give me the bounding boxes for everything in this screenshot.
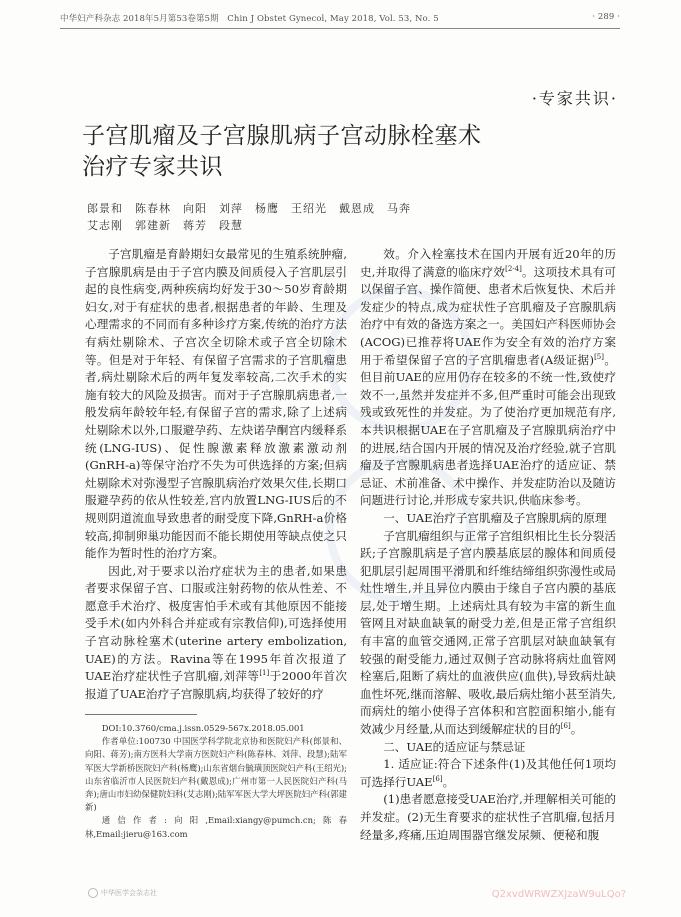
footnotes [85, 722, 347, 841]
body-paragraph: 1. 适应证:符合下述条件(1)及其他任何1项均可选择行UAE[6]。 [360, 757, 616, 789]
doi-line: DOI:10.3760/cma.j.issn.0529-567x.2018.05.001 [101, 723, 305, 733]
footer-code: Q2xvdWRWZXJzaW9uLQo? [491, 889, 626, 900]
title-line-1: 子宫肌瘤及子宫腺肌病子宫动脉栓塞术 [82, 123, 482, 149]
author-list [87, 200, 607, 234]
body-paragraph: 因此,对于要求以治疗症状为主的患者,如果患者要求保留子宫、口服或注射药物的依从性差、不愿意手术治疗、极度害怕手术或有其他原因不能接受手术(如内外科合并症或有宗教信仰),可选择使用子宫动脉栓塞术(uterine artery embolization, UAE)的方法。Ravina等在1995年首次报道了UAE治疗症状性子宫肌瘤,刘萍等[1]于2000年首次报道了UAE治疗子宫腺肌病,均获得了较好的疗 [85, 563, 347, 701]
journal-citation: 中华妇产科杂志 2018年5月第53卷第5期 Chin J Obstet Gynecol, May 2018, Vol. 53, No. 5 [60, 14, 439, 24]
page-number: · 289 · [592, 12, 620, 22]
body-paragraph: (1)患者愿意接受UAE治疗,并理解相关可能的并发症。(2)无生育要求的症状性子宫肌瘤,包括月经量多,疼痛,压迫周围器官继发尿频、便秘和腹 [360, 792, 616, 842]
header-divider [60, 28, 620, 29]
section-heading: 一、UAE治疗子宫肌瘤及子宫腺肌病的原理 [383, 510, 607, 525]
citation: [6] [560, 722, 571, 731]
body-paragraph: 效。介入栓塞技术在国内开展有近20年的历史,并取得了满意的临床疗效[2-4]。这项技术具有可以保留子宫、操作简便、患者术后恢复快、术后并发症少的特点,成为症状性子宫肌瘤及子宫腺肌病治疗中有效的备选方案之一。美国妇产科医师协会(ACOG)已推荐将UAE作为安全有效的治疗方案用于希望保留子宫的子宫肌瘤患者(A级证据)[5]。但目前UAE的应用仍存在较多的不统一性,致使疗效不一,虽然并发症并不多,但严重时可能会出现致残或致死性的并发症。为了使治疗更加规范有序,本共识根据UAE在子宫肌瘤及子宫腺肌病治疗中的进展,结合国内开展的情况及治疗经验,就子宫肌瘤及子宫腺肌病患者选择UAE治疗的适应证、禁忌证、术前准备、术中操作、并发症防治以及随访问题进行讨论,并形成专家共识,供临床参考。 [360, 247, 616, 508]
authors-line-1: 郎景和 陈春林 向阳 刘萍 杨鹰 王绍光 戴恩成 马奔 [87, 202, 411, 215]
citation: [1] [259, 669, 270, 678]
body-paragraph: 子宫肌瘤组织与正常子宫组织相比生长分裂活跃;子宫腺肌病是子宫内膜基底层的腺体和间质侵犯肌层引起周围平滑肌和纤维结缔组织弥漫性或局灶性增生,并且异位内膜由于缘自子宫内膜的基底层,处于增生期。上述病灶具有较为丰富的新生血管网且对缺血缺氧的耐受力差,但是正常子宫组织有丰富的血管交通网,正常子宫肌层对缺血缺氧有较强的耐受能力,通过双侧子宫动脉将病灶血管网栓塞后,阻断了病灶的血液供应(血供),导致病灶缺血性坏死,继而溶解、吸收,最后病灶缩小甚至消失,而病灶的缩小使得子宫体积和宫腔面积缩小,能有效减少月经量,从而达到缓解症状的目的[6]。 [360, 528, 616, 737]
section-tag: ·专家共识· [531, 89, 618, 108]
publisher-name: 中华医学会杂志社 [101, 889, 157, 897]
title-line-2: 治疗专家共识 [82, 154, 223, 180]
authors-line-2: 艾志刚 郭建新 蒋芳 段慧 [87, 219, 243, 232]
citation: [5] [594, 352, 604, 361]
body-paragraph: 子宫肌瘤是育龄期妇女最常见的生殖系统肿瘤,子宫腺肌病是由于子宫内膜及间质侵入子宫肌层引起的良性病变,两种疾病均好发于30～50岁育龄期妇女,对于有症状的患者,根据患者的年龄、生理及心理需求的不同而有多种诊疗方案,传统的治疗方法有病灶剔除术、子宫次全切除术或子宫全切除术等。但是对于年轻、有保留子宫需求的子宫肌瘤患者,病灶剔除术后的两年复发率较高,二次手术的实施有较大的风险及损害。而对于子宫腺肌病患者,一般发病年龄较年轻,有保留子宫的需求,除了上述病灶剔除术以外,口服避孕药、左炔诺孕酮宫内缓释系统(LNG-IUS)、促性腺激素释放激素激动剂(GnRH-a)等保守治疗不失为可供选择的方案;但病灶剔除术对弥漫型子宫腺肌病治疗效果欠佳,长期口服避孕药的依从性较差,宫内放置LNG-IUS后的不规则阴道流血导致患者的耐受度下降,GnRH-a价格较高,抑制卵巢功能因而不能长期使用等缺点使之只能作为暂时性的治疗方案。 [85, 247, 347, 561]
publisher-emblem-icon [88, 888, 98, 898]
section-heading: 二、UAE的适应证与禁忌证 [383, 739, 526, 754]
left-column [85, 246, 347, 703]
right-column [360, 246, 616, 844]
citation: [6] [432, 774, 443, 783]
footnote-divider [85, 714, 197, 715]
publisher-logo [88, 888, 157, 898]
citation: [2-4] [505, 264, 522, 273]
author-affiliations: 作者单位:100730 中国医学科学院北京协和医院妇产科(郎景和、向阳、蒋芳);南方医科大学南方医院妇产科(陈春林、刘萍、段慧);陆军军医大学新桥医院妇产科(杨鹰);山东省烟台毓璜顶医院妇产科(王绍光);山东省临沂市人民医院妇产科(戴恩成);广州市第一人民医院妇产科(马奔);唐山市妇幼保健院妇科(艾志刚);陆军军医大学大坪医院妇产科(郭建新) [85, 736, 347, 813]
corresponding-author: 通信作者:向阳,Email:xiangy@pumch.cn;陈春林,Email:jieru@163.com [85, 815, 347, 839]
article-title [82, 121, 602, 183]
